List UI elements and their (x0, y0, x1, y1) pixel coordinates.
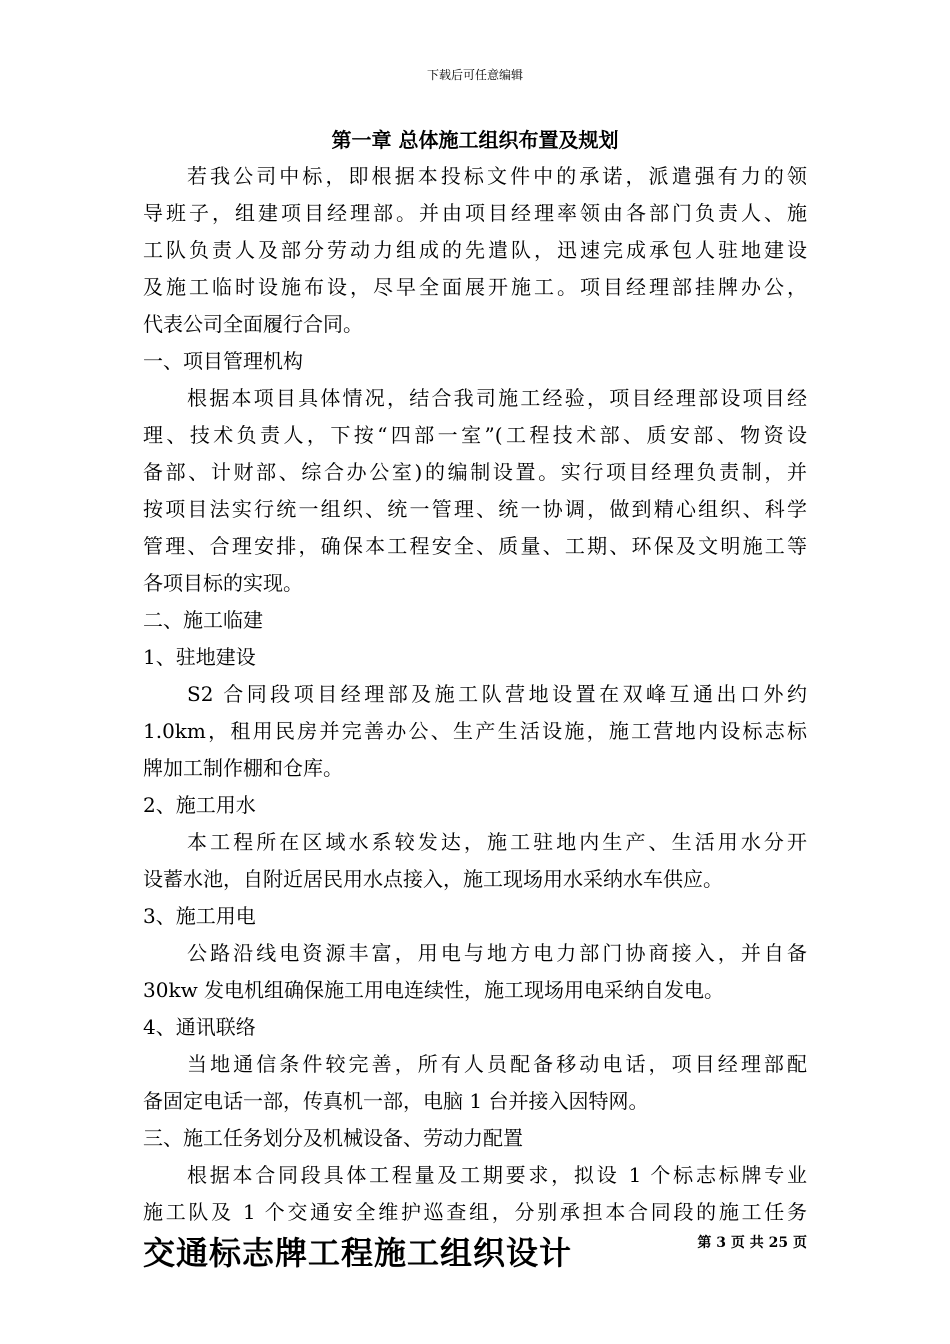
paragraph-line: 及施工临时设施布设，尽早全面展开施工。项目经理部挂牌办公， (143, 275, 807, 299)
paragraph-line: 设蓄水池，自附近居民用水点接入，施工现场用水采纳水车供应。 (143, 867, 723, 891)
footer-document-title: 交通标志牌工程施工组织设计 (143, 1234, 573, 1272)
page-number: 第 3 页 共 25 页 (697, 1235, 807, 1251)
paragraph-line: 1.0km，租用民房并完善办公、生产生活设施，施工营地内设标志标 (143, 719, 807, 743)
paragraph-line: 按项目法实行统一组织、统一管理、统一协调，做到精心组织、科学 (143, 497, 807, 521)
paragraph-line: 牌加工制作棚和仓库。 (143, 756, 343, 780)
paragraph-line: 根据本合同段具体工程量及工期要求，拟设 1 个标志标牌专业 (187, 1163, 807, 1187)
paragraph-line: 导班子，组建项目经理部。并由项目经理率领由各部门负责人、施 (143, 201, 807, 225)
paragraph-line: 施工队及 1 个交通安全维护巡查组，分别承担本合同段的施工任务 (143, 1200, 807, 1224)
paragraph-line: 备固定电话一部，传真机一部，电脑 1 台并接入因特网。 (143, 1089, 649, 1113)
paragraph-line: 理、技术负责人，下按“四部一室”(工程技术部、质安部、物资设 (143, 423, 807, 447)
paragraph-line: 当地通信条件较完善，所有人员配备移动电话，项目经理部配 (187, 1052, 807, 1076)
section-heading: 二、施工临建 (143, 608, 263, 632)
paragraph-line: 管理、合理安排，确保本工程安全、质量、工期、环保及文明施工等 (143, 534, 807, 558)
paragraph-line: 代表公司全面履行合同。 (143, 312, 363, 336)
chapter-title: 第一章 总体施工组织布置及规划 (331, 128, 619, 152)
paragraph-line: 若我公司中标，即根据本投标文件中的承诺，派遣强有力的领 (187, 164, 807, 188)
paragraph-line: 30kw 发电机组确保施工用电连续性，施工现场用电采纳自发电。 (143, 978, 725, 1002)
document-body (143, 122, 807, 1231)
paragraph-line: 备部、计财部、综合办公室)的编制设置。实行项目经理负责制，并 (143, 460, 807, 484)
paragraph-line: 工队负责人及部分劳动力组成的先遣队，迅速完成承包人驻地建设 (143, 238, 807, 262)
subsection-heading: 4、通讯联络 (143, 1015, 256, 1039)
section-heading: 一、项目管理机构 (143, 349, 303, 373)
paragraph-line: 本工程所在区域水系较发达，施工驻地内生产、生活用水分开 (187, 830, 807, 854)
paragraph-line: 公路沿线电资源丰富，用电与地方电力部门协商接入，并自备 (187, 941, 807, 965)
subsection-heading: 3、施工用电 (143, 904, 256, 928)
subsection-heading: 2、施工用水 (143, 793, 256, 817)
paragraph-line: 根据本项目具体情况，结合我司施工经验，项目经理部设项目经 (187, 386, 807, 410)
subsection-heading: 1、驻地建设 (143, 645, 256, 669)
download-note: 下载后可任意编辑 (426, 68, 523, 82)
paragraph-line: 各项目标的实现。 (143, 571, 303, 595)
section-heading: 三、施工任务划分及机械设备、劳动力配置 (143, 1126, 523, 1150)
paragraph-line: S2 合同段项目经理部及施工队营地设置在双峰互通出口外约 (187, 682, 807, 706)
